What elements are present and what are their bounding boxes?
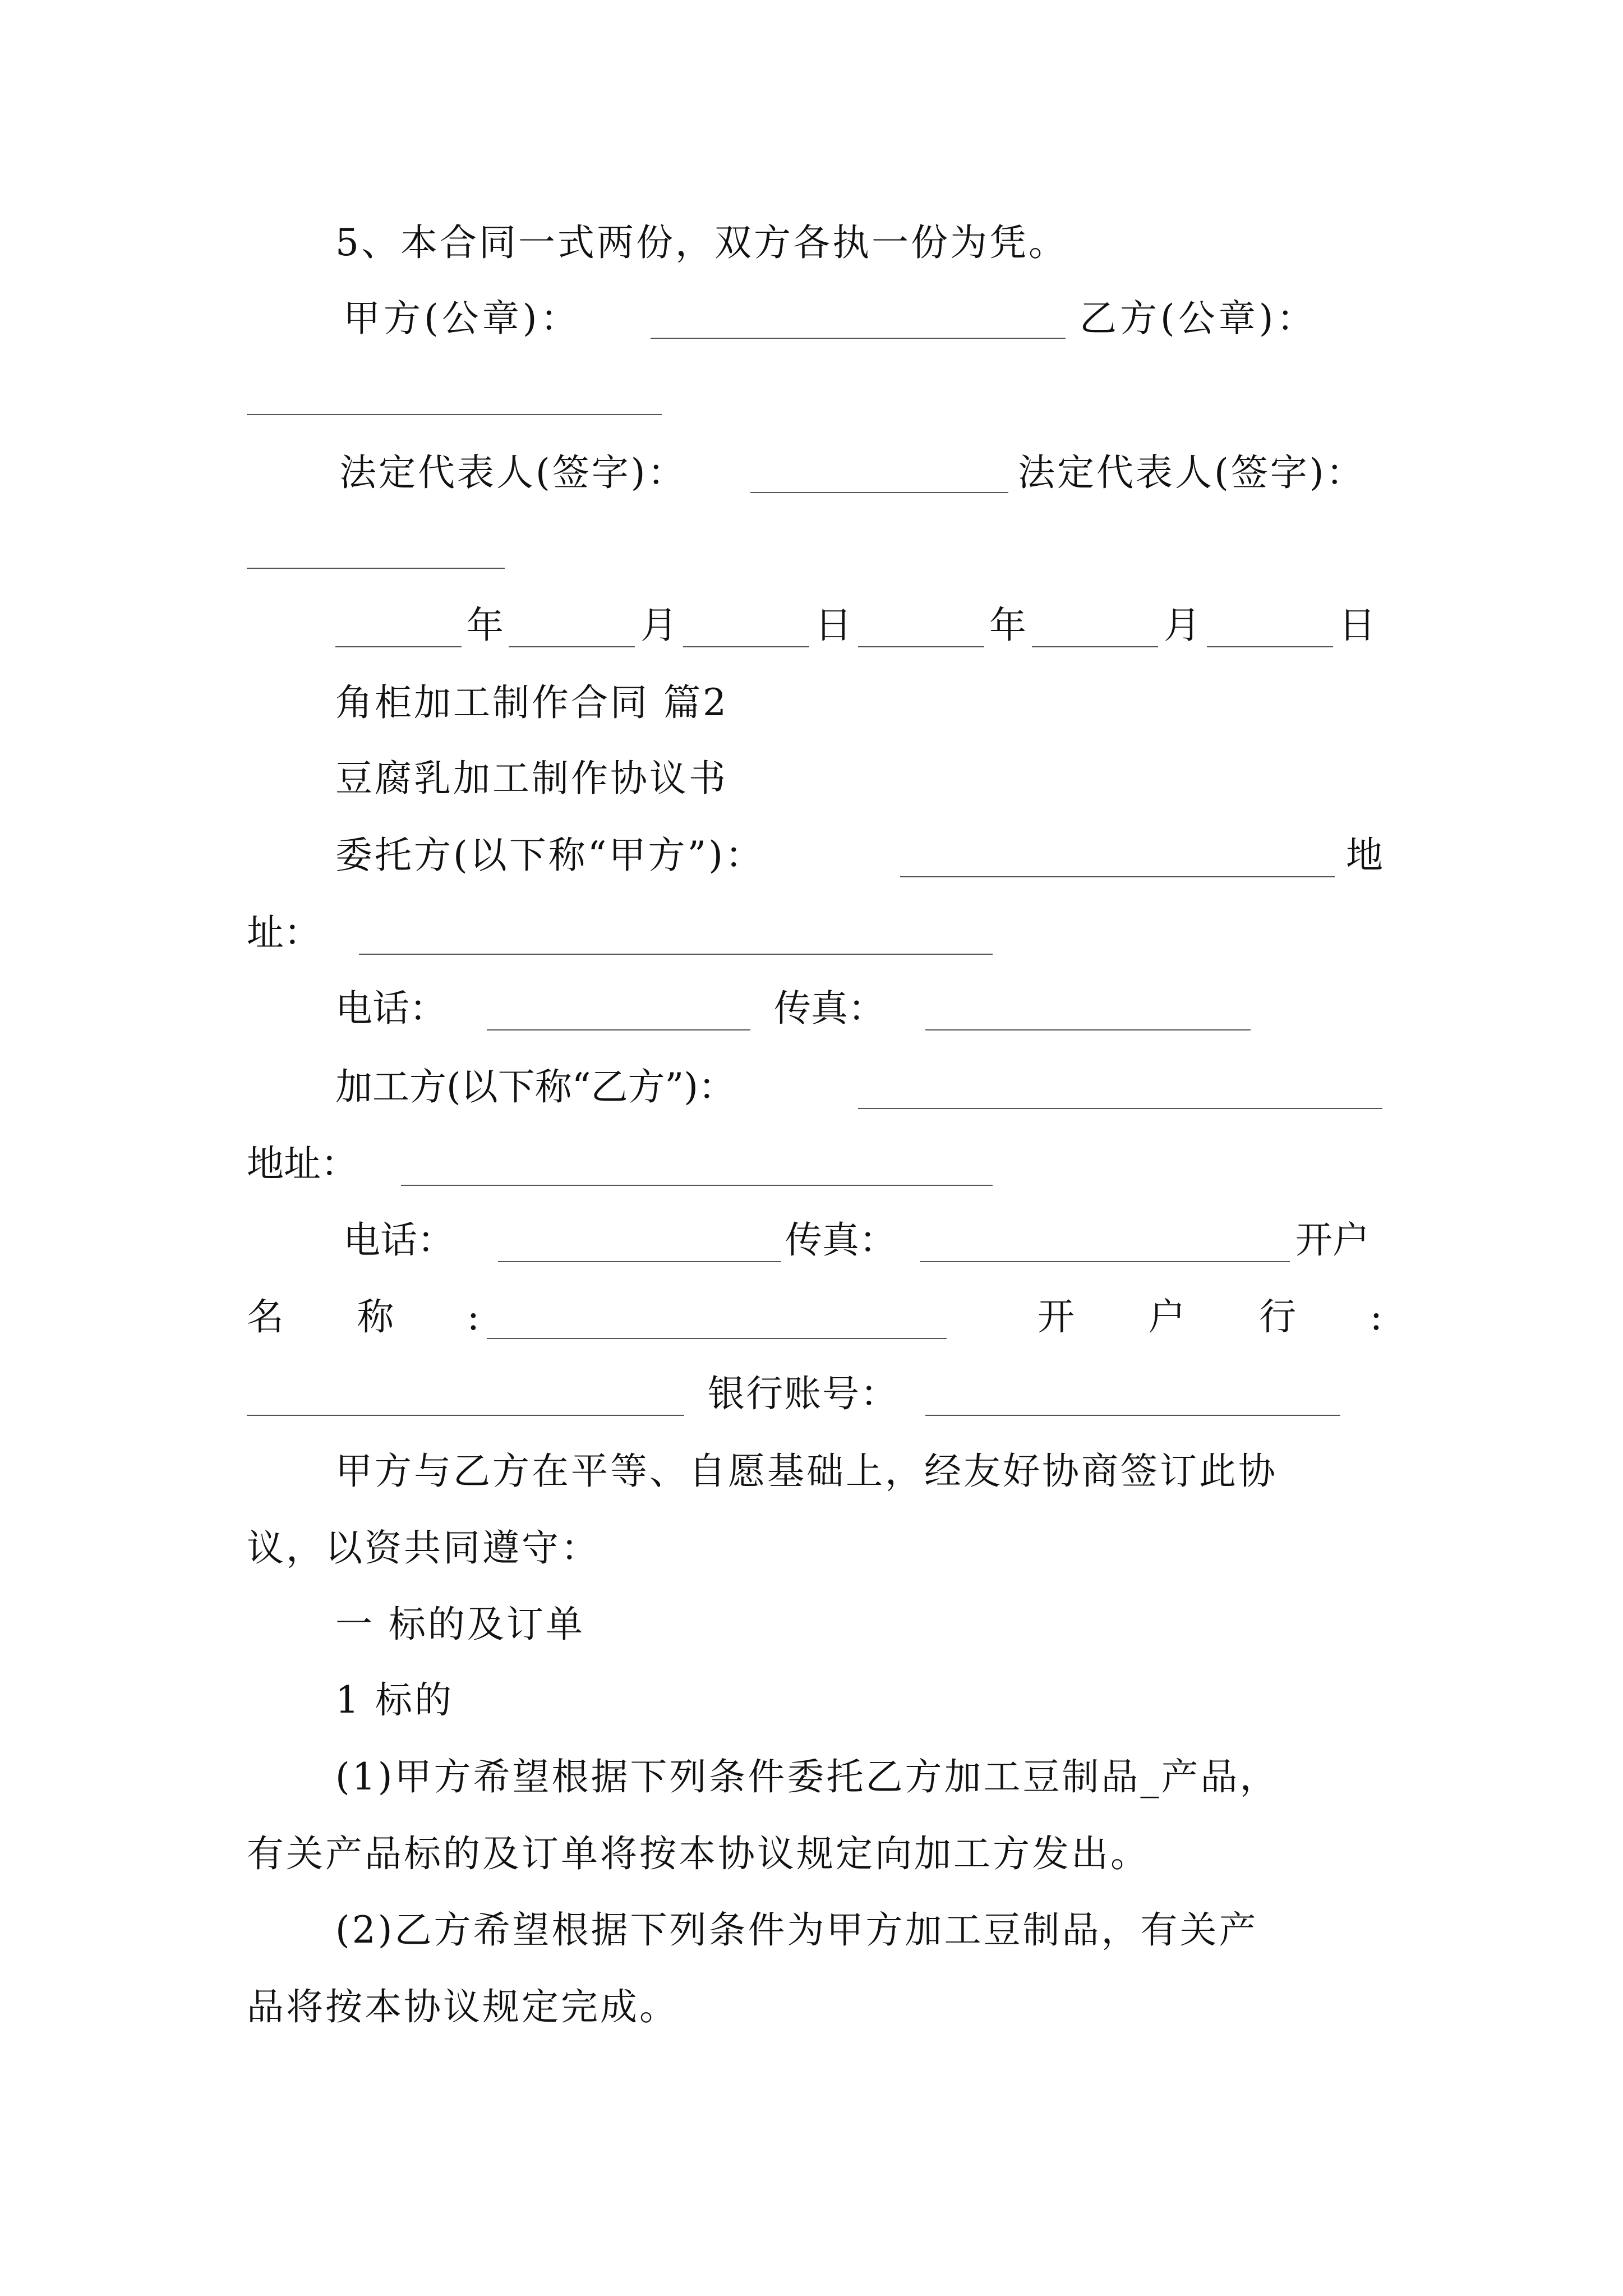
bank-char-3: 行 — [1259, 1295, 1297, 1338]
date-a-month-blank[interactable] — [509, 646, 635, 647]
party-a-seal-label: 甲方(公章)： — [343, 297, 581, 340]
date-b-month-blank[interactable] — [1032, 646, 1158, 647]
date-a-day-blank[interactable] — [683, 646, 809, 647]
party-a-rep-label: 法定代表人(签字)： — [339, 451, 687, 494]
bank-account-blank[interactable] — [925, 1415, 1340, 1416]
section-heading-2: 角柜加工制作合同 篇2 — [335, 681, 728, 724]
party-b-rep-label: 法定代表人(签字)： — [1018, 451, 1366, 494]
client-phone-blank[interactable] — [487, 1029, 750, 1030]
intro-line-2: 议，以资共同遵守： — [247, 1526, 600, 1570]
processor-name-blank[interactable] — [858, 1108, 1382, 1109]
account-name-blank[interactable] — [487, 1338, 947, 1339]
clause-1-2-line-2: 品将按本协议规定完成。 — [247, 1985, 679, 2028]
bank-char-2: 户 — [1148, 1295, 1186, 1338]
processor-phone-label: 电话： — [343, 1218, 454, 1262]
account-name-colon: : — [467, 1295, 479, 1338]
client-name-blank[interactable] — [900, 876, 1335, 877]
date-a-month: 月 — [640, 604, 677, 647]
bank-char-1: 开 — [1038, 1295, 1075, 1338]
clause-5: 5、本合同一式两份，双方各执一份为凭。 — [335, 221, 1068, 264]
processor-phone-blank[interactable] — [498, 1261, 781, 1262]
subsection-1-heading: 1 标的 — [335, 1678, 454, 1722]
date-a-day: 日 — [815, 604, 852, 647]
bank-blank[interactable] — [247, 1415, 684, 1416]
processor-fax-blank[interactable] — [920, 1261, 1290, 1262]
client-address-blank[interactable] — [359, 954, 993, 955]
date-b-year-blank[interactable] — [858, 646, 984, 647]
date-b-month: 月 — [1164, 604, 1201, 647]
processor-address-blank[interactable] — [401, 1185, 993, 1186]
party-b-seal-blank[interactable] — [247, 414, 662, 415]
date-b-day: 日 — [1339, 604, 1376, 647]
clause-1-1-line-1: (1)甲方希望根据下列条件委托乙方加工豆制品_产品， — [335, 1755, 1279, 1798]
agreement-title: 豆腐乳加工制作协议书 — [335, 757, 728, 800]
bank-label — [1038, 1295, 1382, 1338]
date-a-year-blank[interactable] — [335, 646, 462, 647]
bank-account-label: 银行账号： — [708, 1372, 898, 1415]
processor-label: 加工方(以下称“乙方”)： — [335, 1065, 735, 1108]
party-b-rep-blank[interactable] — [247, 568, 505, 569]
processor-fax-label: 传真： — [785, 1218, 896, 1262]
party-b-seal-label: 乙方(公章)： — [1080, 297, 1317, 340]
client-fax-label: 传真： — [774, 987, 885, 1030]
intro-line-1: 甲方与乙方在平等、自愿基础上，经友好协商签订此协 — [335, 1450, 1278, 1493]
processor-address-label: 地址： — [247, 1142, 358, 1185]
client-fax-blank[interactable] — [925, 1029, 1251, 1030]
bank-colon: : — [1370, 1295, 1382, 1338]
date-a-year: 年 — [467, 604, 504, 647]
clause-1-2-line-1: (2)乙方希望根据下列条件为甲方加工豆制品，有关产 — [335, 1908, 1258, 1952]
party-a-seal-blank[interactable] — [651, 338, 1066, 339]
client-address-label-end: 址： — [247, 911, 321, 954]
section-1-heading: 一 标的及订单 — [335, 1603, 585, 1646]
client-phone-label: 电话： — [335, 987, 446, 1030]
account-name-char-2: 称 — [357, 1295, 394, 1338]
clause-1-1-line-2: 有关产品标的及订单将按本协议规定向加工方发出。 — [247, 1832, 1150, 1875]
account-name-label — [247, 1295, 479, 1338]
account-name-label-start: 开户 — [1295, 1218, 1370, 1262]
date-b-year: 年 — [989, 604, 1026, 647]
account-name-char-1: 名 — [247, 1295, 284, 1338]
party-a-rep-blank[interactable] — [750, 492, 1008, 493]
date-b-day-blank[interactable] — [1207, 646, 1333, 647]
client-address-label-start: 地 — [1346, 834, 1383, 877]
client-label: 委托方(以下称“甲方”)： — [335, 834, 764, 877]
